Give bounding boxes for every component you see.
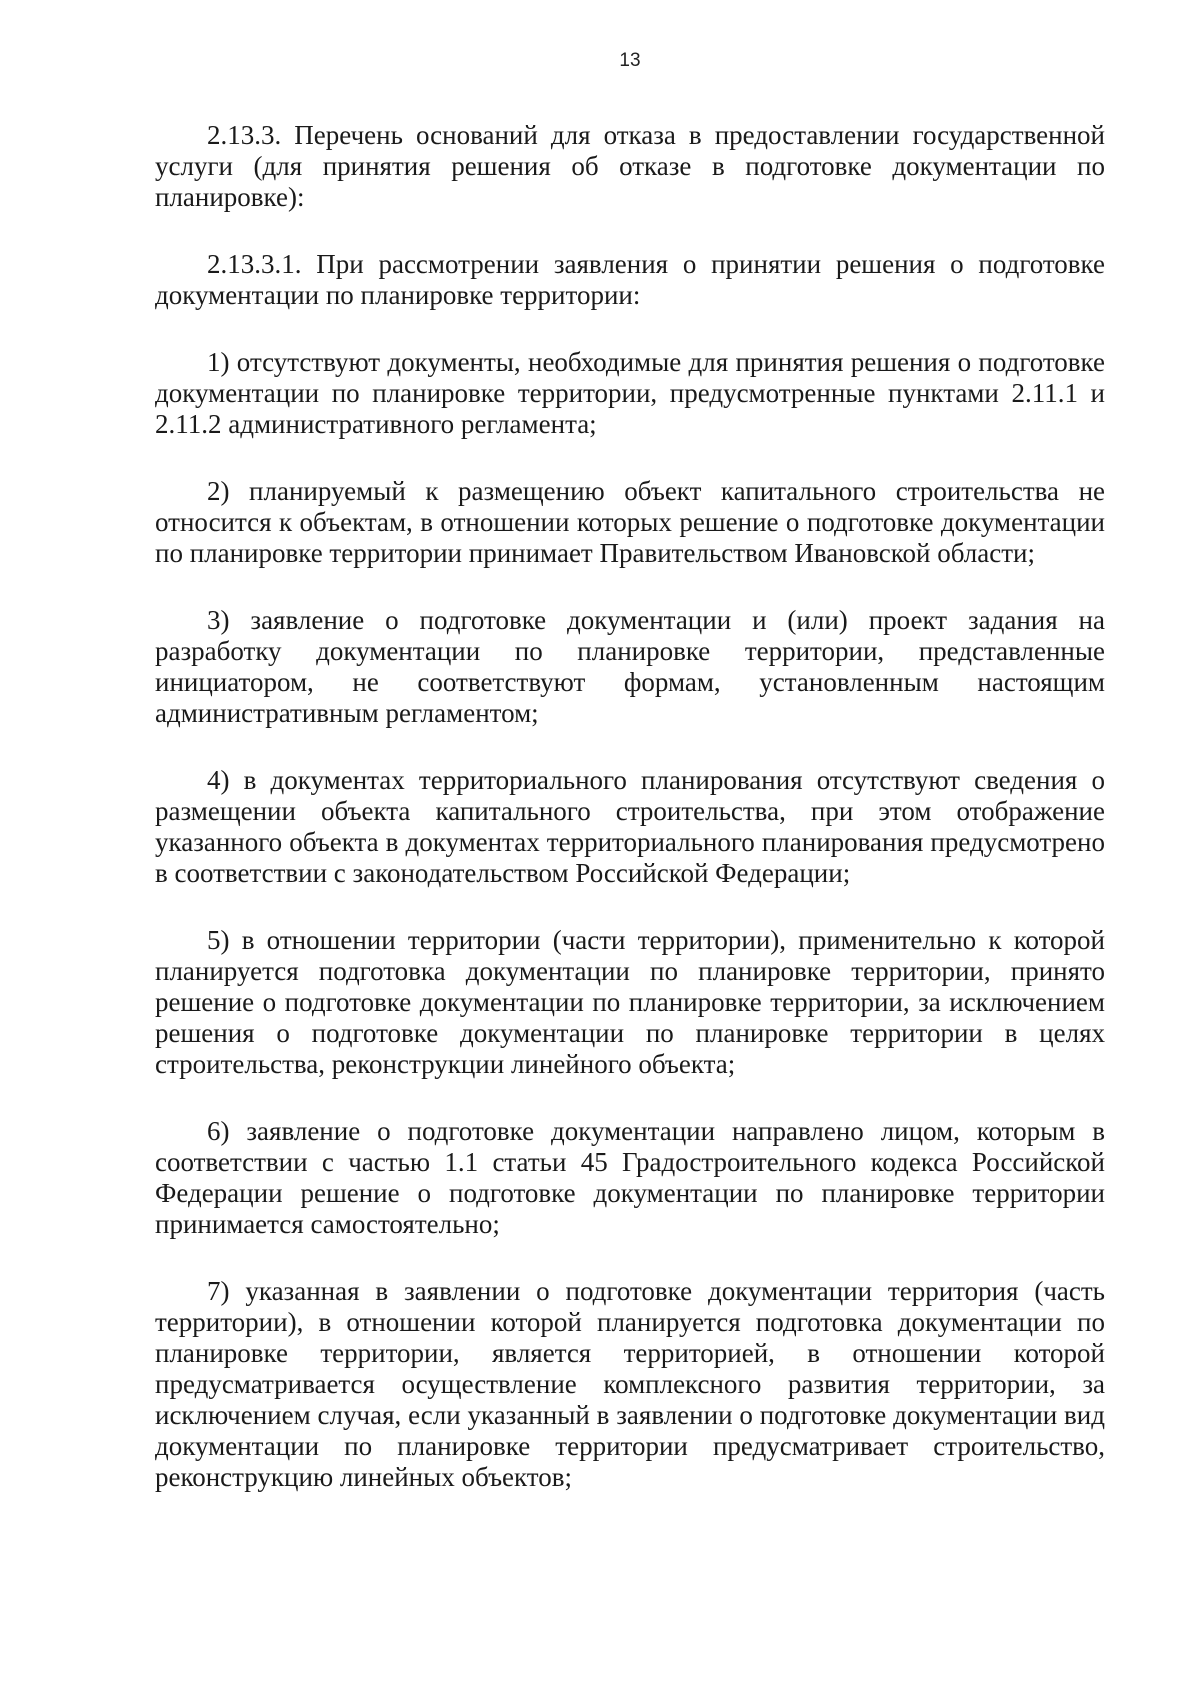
- list-item-2: 2) планируемый к размещению объект капитального строительства не относится к объектам, в отношении которых решение о подготовке документации по планировке территории принимает Правительством Ивановской области;: [155, 476, 1105, 568]
- list-item-3: 3) заявление о подготовке документации и (или) проект задания на разработку документации по планировке территории, представленные инициатором, не соответствуют формам, установленным настоящим административным регламентом;: [155, 605, 1105, 728]
- list-item-7: 7) указанная в заявлении о подготовке документации территория (часть территории), в отношении которой планируется подготовка документации по планировке территории, является территорией, в отношении которой предусматривается осуществление комплексного развития территории, за исключением случая, если указанный в заявлении о подготовке документации вид документации по планировке территории предусматривает строительство, реконструкцию линейных объектов;: [155, 1276, 1105, 1492]
- paragraph-2-13-3-1: 2.13.3.1. При рассмотрении заявления о принятии решения о подготовке документации по планировке территории:: [155, 249, 1105, 310]
- page-number: 13: [619, 50, 641, 71]
- list-item-6: 6) заявление о подготовке документации направлено лицом, которым в соответствии с частью 1.1 статьи 45 Градостроительного кодекса Российской Федерации решение о подготовке документации по планировке территории принимается самостоятельно;: [155, 1116, 1105, 1239]
- paragraph-2-13-3: 2.13.3. Перечень оснований для отказа в предоставлении государственной услуги (для принятия решения об отказе в подготовке документации по планировке):: [155, 120, 1105, 212]
- list-item-4: 4) в документах территориального планирования отсутствуют сведения о размещении объекта капитального строительства, при этом отображение указанного объекта в документах территориального планирования предусмотрено в соответствии с законодательством Российской Федерации;: [155, 765, 1105, 888]
- document-body: [155, 120, 1105, 1529]
- list-item-5: 5) в отношении территории (части территории), применительно к которой планируется подготовка документации по планировке территории, принято решение о подготовке документации по планировке территории, за исключением решения о подготовке документации по планировке территории в целях строительства, реконструкции линейного объекта;: [155, 925, 1105, 1079]
- list-item-1: 1) отсутствуют документы, необходимые для принятия решения о подготовке документации по планировке территории, предусмотренные пунктами 2.11.1 и 2.11.2 административного регламента;: [155, 347, 1105, 439]
